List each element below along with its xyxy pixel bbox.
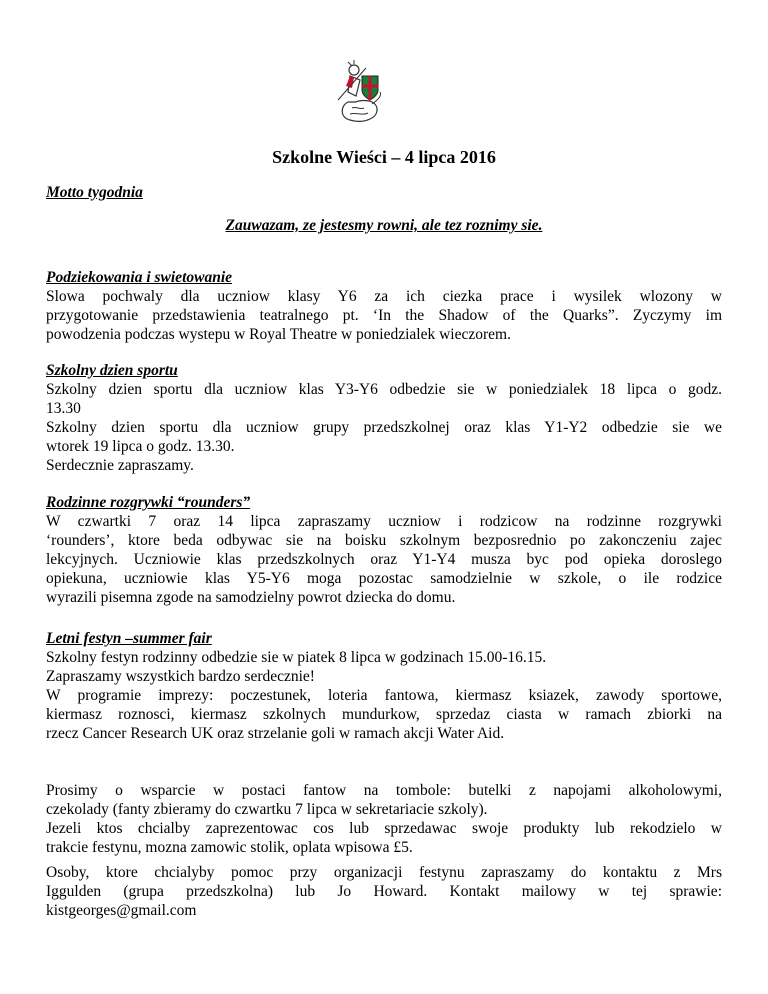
motto-heading: Motto tygodnia bbox=[46, 184, 143, 201]
text-line: 13.30 bbox=[46, 400, 81, 417]
text-line: Zapraszamy wszystkich bardzo serdecznie! bbox=[46, 668, 315, 685]
contact-email: kistgeorges@gmail.com bbox=[46, 902, 197, 919]
text-line: Szkolny festyn rodzinny odbedzie sie w piatek 8 lipca w godzinach 15.00-16.15. bbox=[46, 649, 547, 666]
text-line: Szkolny dzien sportu dla uczniow grupy przedszkolnej oraz klas Y1-Y2 odbedzie sie we bbox=[46, 419, 722, 436]
text-line: Prosimy o wsparcie w postaci fantow na tombole: butelki z napojami alkoholowymi, bbox=[46, 782, 722, 799]
section-summer-fair bbox=[46, 629, 722, 743]
text-line: czekolady (fanty zbieramy do czwartku 7 lipca w sekretariacie szkoly). bbox=[46, 801, 488, 818]
text-line: Slowa pochwaly dla uczniow klasy Y6 za ich ciezka prace i wysilek wlozony w bbox=[46, 288, 722, 305]
text-line: lekcyjnych. Uczniowie klas przedszkolnych oraz Y1-Y4 musza byc pod opieka doroslego bbox=[46, 551, 722, 568]
page-title: Szkolne Wieści – 4 lipca 2016 bbox=[272, 147, 496, 167]
text-line: wtorek 19 lipca o godz. 13.30. bbox=[46, 438, 235, 455]
section-body bbox=[46, 781, 722, 857]
text-line: trakcie festynu, mozna zamowic stolik, oplata wpisowa £5. bbox=[46, 839, 413, 856]
text-line: wyrazili pisemna zgode na samodzielny powrot dziecka do domu. bbox=[46, 589, 456, 606]
section-heading: Letni festyn –summer fair bbox=[46, 630, 212, 647]
text-line: ‘rounders’, ktore beda odbywac sie na boisku szkolnym bezposrednio po zakonczeniu zajec bbox=[46, 532, 722, 549]
text-line: Serdecznie zapraszamy. bbox=[46, 457, 194, 474]
section-thanks bbox=[46, 268, 722, 344]
text-line: Jezeli ktos chcialby zaprezentowac cos lub sprzedawac swoje produkty lub rekodzielo w bbox=[46, 820, 722, 837]
section-heading: Podziekowania i swietowanie bbox=[46, 269, 233, 286]
text-line: Iggulden (grupa przedszkolna) lub Jo Howard. Kontakt mailowy w tej sprawie: bbox=[46, 883, 722, 900]
text-line: W czwartki 7 oraz 14 lipca zapraszamy uczniow i rodzicow na rodzinne rozgrywki bbox=[46, 513, 722, 530]
text-line: przygotowanie przedstawienia teatralnego pt. ‘In the Shadow of the Quarks”. Zyczymy im bbox=[46, 307, 722, 324]
section-sports-day bbox=[46, 361, 722, 475]
section-body bbox=[46, 648, 722, 743]
motto-text: Zauwazam, ze jestesmy rowni, ale tez roznimy sie. bbox=[225, 217, 543, 234]
text-line: Osoby, ktore chcialyby pomoc przy organizacji festynu zapraszamy do kontaktu z Mrs bbox=[46, 864, 722, 881]
section-contact bbox=[46, 863, 722, 920]
text-line: rzecz Cancer Research UK oraz strzelanie goli w ramach akcji Water Aid. bbox=[46, 725, 505, 742]
school-crest-icon bbox=[330, 56, 390, 126]
section-tombola bbox=[46, 781, 722, 857]
section-body bbox=[46, 512, 722, 607]
section-body bbox=[46, 863, 722, 920]
text-line: kiermasz roznosci, kiermasz szkolnych mundurkow, sprzedaz ciasta w ramach zbiorki na bbox=[46, 706, 722, 723]
text-line: powodzenia podczas wystepu w Royal Theatre w poniedzialek wieczorem. bbox=[46, 326, 511, 343]
section-body bbox=[46, 287, 722, 344]
section-heading: Szkolny dzien sportu bbox=[46, 362, 178, 379]
text-line: W programie imprezy: poczestunek, loteria fantowa, kiermasz ksiazek, zawody sportowe, bbox=[46, 687, 722, 704]
text-line: Szkolny dzien sportu dla uczniow klas Y3-Y6 odbedzie sie w poniedzialek 18 lipca o godz. bbox=[46, 381, 722, 398]
section-body bbox=[46, 380, 722, 475]
motto-section bbox=[46, 183, 722, 202]
section-rounders bbox=[46, 493, 722, 607]
text-line: opiekuna, uczniowie klas Y5-Y6 moga pozostac samodzielnie w szkole, o ile rodzice bbox=[46, 570, 722, 587]
section-heading: Rodzinne rozgrywki “rounders” bbox=[46, 494, 251, 511]
